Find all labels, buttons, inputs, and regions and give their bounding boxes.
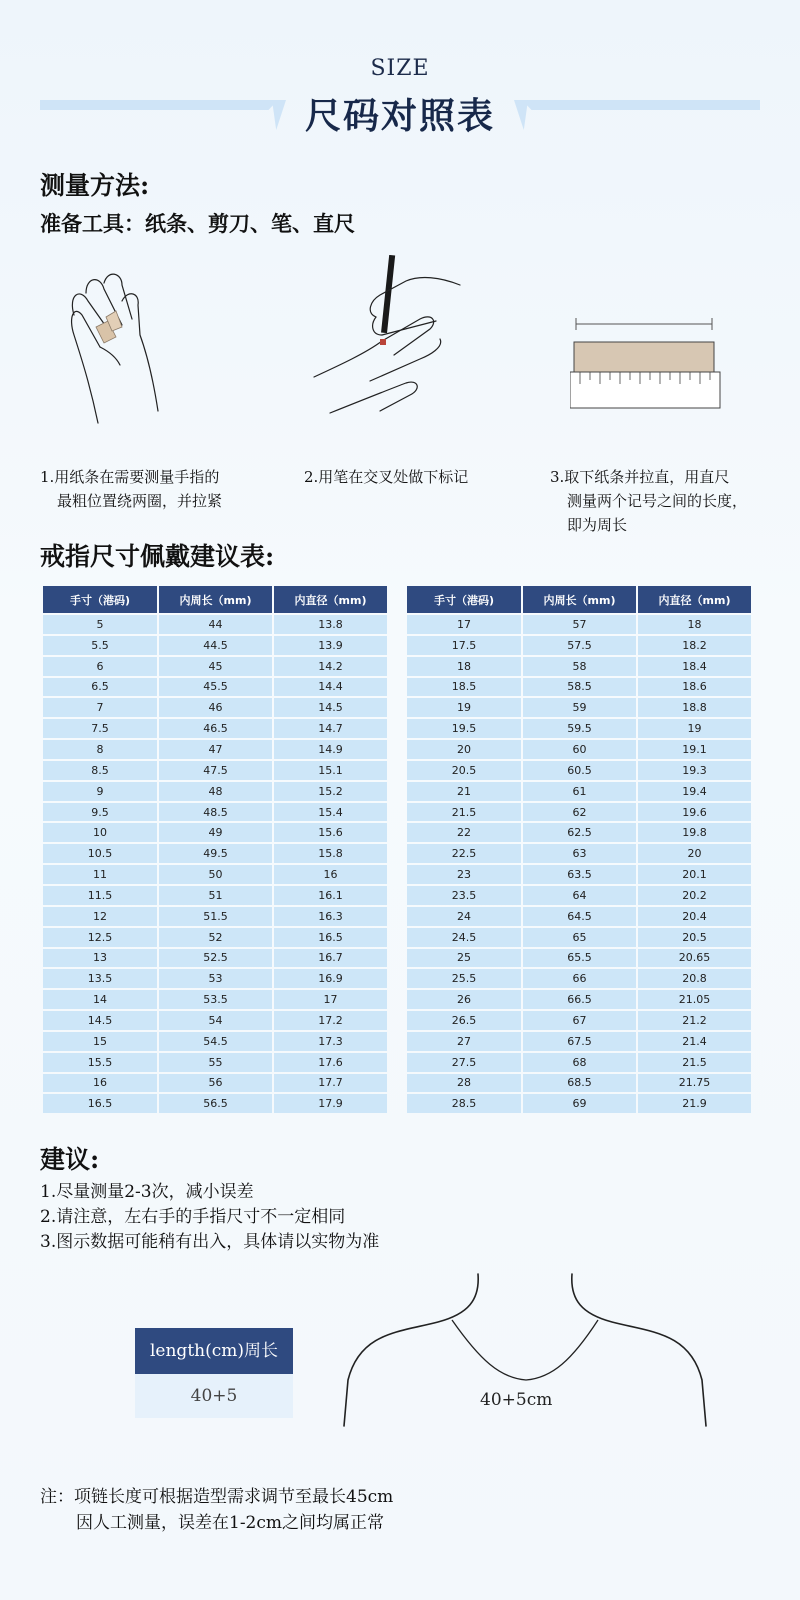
table-cell: 50	[159, 865, 272, 884]
table-row	[407, 698, 751, 717]
table-cell: 20.1	[638, 865, 751, 884]
table-cell: 20.4	[638, 907, 751, 926]
table-cell: 58.5	[523, 678, 636, 697]
table-cell: 48	[159, 782, 272, 801]
table-cell: 13.5	[43, 969, 157, 988]
step-3-line3: 即为周长	[567, 516, 628, 534]
table-row	[407, 740, 751, 759]
table-cell: 20	[407, 740, 521, 759]
table-row	[43, 636, 387, 655]
table-row	[43, 865, 387, 884]
table-row	[43, 698, 387, 717]
table-row	[407, 636, 751, 655]
table-row	[43, 615, 387, 634]
table-cell: 13.8	[274, 615, 387, 634]
table-cell: 26.5	[407, 1011, 521, 1030]
ring-size-table-right	[405, 584, 753, 1115]
table-cell: 19	[638, 719, 751, 738]
header-circumference: 内周长（mm)	[523, 586, 636, 613]
table-cell: 21.4	[638, 1032, 751, 1051]
table-row	[43, 949, 387, 968]
table-cell: 15.5	[43, 1053, 157, 1072]
table-cell: 9	[43, 782, 157, 801]
table-row	[407, 969, 751, 988]
table-cell: 20	[638, 844, 751, 863]
table-cell: 15.2	[274, 782, 387, 801]
table-row	[43, 657, 387, 676]
table-cell: 22.5	[407, 844, 521, 863]
table-cell: 16.5	[274, 928, 387, 947]
table-cell: 17.6	[274, 1053, 387, 1072]
table-cell: 12.5	[43, 928, 157, 947]
table-row	[407, 844, 751, 863]
table-cell: 8.5	[43, 761, 157, 780]
note-line1: 注：项链长度可根据造型需求调节至最长45cm	[40, 1487, 394, 1507]
table-row	[407, 761, 751, 780]
step-2-line1: 2.用笔在交叉处做下标记	[304, 468, 469, 486]
size-label: SIZE	[370, 56, 430, 81]
table-cell: 16.7	[274, 949, 387, 968]
table-cell: 14.9	[274, 740, 387, 759]
step-1-line1: 1.用纸条在需要测量手指的	[40, 468, 220, 486]
table-cell: 44	[159, 615, 272, 634]
table-cell: 57	[523, 615, 636, 634]
table-cell: 21.05	[638, 990, 751, 1009]
table-cell: 16.1	[274, 886, 387, 905]
table-cell: 53.5	[159, 990, 272, 1009]
table-cell: 62.5	[523, 823, 636, 842]
table-cell: 6	[43, 657, 157, 676]
table-row	[43, 928, 387, 947]
table-cell: 11	[43, 865, 157, 884]
table-cell: 45	[159, 657, 272, 676]
table-cell: 18	[407, 657, 521, 676]
table-cell: 14.2	[274, 657, 387, 676]
table-cell: 68.5	[523, 1074, 636, 1093]
table-cell: 66.5	[523, 990, 636, 1009]
table-cell: 17.3	[274, 1032, 387, 1051]
table-cell: 25.5	[407, 969, 521, 988]
table-row	[407, 678, 751, 697]
table-cell: 20.5	[638, 928, 751, 947]
table-cell: 67.5	[523, 1032, 636, 1051]
table-cell: 49	[159, 823, 272, 842]
table-cell: 54	[159, 1011, 272, 1030]
table-row	[407, 823, 751, 842]
table-cell: 6.5	[43, 678, 157, 697]
table-cell: 15.8	[274, 844, 387, 863]
method-title: 测量方法:	[40, 171, 150, 200]
table-cell: 20.65	[638, 949, 751, 968]
table-cell: 28	[407, 1074, 521, 1093]
table-cell: 57.5	[523, 636, 636, 655]
table-cell: 10.5	[43, 844, 157, 863]
table-cell: 5.5	[43, 636, 157, 655]
table-cell: 7.5	[43, 719, 157, 738]
table-cell: 21.5	[638, 1053, 751, 1072]
table-cell: 16	[43, 1074, 157, 1093]
table-cell: 18	[638, 615, 751, 634]
table-cell: 16.3	[274, 907, 387, 926]
table-row	[43, 823, 387, 842]
table-cell: 24.5	[407, 928, 521, 947]
table-cell: 59	[523, 698, 636, 717]
necklace-length-header: length(cm)周长	[135, 1328, 293, 1374]
table-row	[43, 678, 387, 697]
table-cell: 17.5	[407, 636, 521, 655]
table-cell: 46.5	[159, 719, 272, 738]
advice-item: 2.请注意，左右手的手指尺寸不一定相同	[40, 1207, 346, 1227]
table-row	[43, 1074, 387, 1093]
table-row	[407, 865, 751, 884]
table-cell: 21	[407, 782, 521, 801]
step-3-line2: 测量两个记号之间的长度，	[567, 492, 748, 510]
step-1-line2: 最粗位置绕两圈，并拉紧	[57, 492, 223, 510]
table-cell: 21.75	[638, 1074, 751, 1093]
header-diameter: 内直径（mm)	[638, 586, 751, 613]
table-cell: 7	[43, 698, 157, 717]
table-cell: 20.8	[638, 969, 751, 988]
table-row	[43, 803, 387, 822]
table-cell: 28.5	[407, 1094, 521, 1113]
step-1	[40, 465, 222, 513]
table-cell: 22	[407, 823, 521, 842]
table-cell: 60.5	[523, 761, 636, 780]
table-cell: 56	[159, 1074, 272, 1093]
table-cell: 19.6	[638, 803, 751, 822]
header-circumference: 内周长（mm)	[159, 586, 272, 613]
table-cell: 15.1	[274, 761, 387, 780]
table-cell: 67	[523, 1011, 636, 1030]
hand-wrap-icon	[60, 265, 180, 430]
table-cell: 54.5	[159, 1032, 272, 1051]
note-line2: 因人工测量，误差在1-2cm之间均属正常	[76, 1513, 385, 1533]
table-cell: 63.5	[523, 865, 636, 884]
table-cell: 18.4	[638, 657, 751, 676]
table-row	[407, 907, 751, 926]
table-cell: 21.2	[638, 1011, 751, 1030]
table-cell: 17.7	[274, 1074, 387, 1093]
table-row	[43, 761, 387, 780]
table-cell: 23.5	[407, 886, 521, 905]
table-row	[43, 907, 387, 926]
table-row	[43, 1053, 387, 1072]
table-cell: 51.5	[159, 907, 272, 926]
table-cell: 17.2	[274, 1011, 387, 1030]
header-size: 手寸（港码)	[407, 586, 521, 613]
header-size: 手寸（港码)	[43, 586, 157, 613]
table-row	[43, 719, 387, 738]
table-row	[43, 969, 387, 988]
table-row	[407, 1053, 751, 1072]
table-cell: 19.4	[638, 782, 751, 801]
necklace-diagram-label: 40+5cm	[480, 1390, 553, 1410]
table-cell: 49.5	[159, 844, 272, 863]
table-row	[407, 719, 751, 738]
table-cell: 19.3	[638, 761, 751, 780]
table-cell: 59.5	[523, 719, 636, 738]
table-row	[43, 1032, 387, 1051]
table-cell: 24	[407, 907, 521, 926]
table-cell: 45.5	[159, 678, 272, 697]
table-row	[43, 990, 387, 1009]
table-cell: 18.8	[638, 698, 751, 717]
table-cell: 56.5	[159, 1094, 272, 1113]
table-cell: 5	[43, 615, 157, 634]
step-3	[550, 465, 747, 537]
step-3-line1: 3.取下纸条并拉直，用直尺	[550, 468, 730, 486]
table-row	[407, 1032, 751, 1051]
table-cell: 10	[43, 823, 157, 842]
table-cell: 53	[159, 969, 272, 988]
table-cell: 65.5	[523, 949, 636, 968]
advice-title: 建议:	[40, 1145, 100, 1174]
pen-mark-icon	[310, 255, 480, 425]
ring-size-table-left	[41, 584, 389, 1115]
table-row	[43, 1011, 387, 1030]
table-row	[407, 990, 751, 1009]
advice-item: 1.尽量测量2-3次，减小误差	[40, 1182, 254, 1202]
table-cell: 16.5	[43, 1094, 157, 1113]
table-cell: 14.7	[274, 719, 387, 738]
table-row	[407, 782, 751, 801]
table-cell: 19.8	[638, 823, 751, 842]
table-cell: 17	[407, 615, 521, 634]
table-cell: 19.1	[638, 740, 751, 759]
table-row	[407, 1011, 751, 1030]
table-cell: 65	[523, 928, 636, 947]
ring-table-title: 戒指尺寸佩戴建议表:	[40, 542, 275, 571]
table-cell: 62	[523, 803, 636, 822]
table-cell: 25	[407, 949, 521, 968]
table-cell: 64	[523, 886, 636, 905]
table-cell: 26	[407, 990, 521, 1009]
note	[40, 1484, 393, 1536]
table-cell: 55	[159, 1053, 272, 1072]
table-cell: 13.9	[274, 636, 387, 655]
table-row	[43, 844, 387, 863]
table-cell: 14.4	[274, 678, 387, 697]
table-row	[43, 782, 387, 801]
table-cell: 27	[407, 1032, 521, 1051]
table-row	[407, 1074, 751, 1093]
table-cell: 51	[159, 886, 272, 905]
table-cell: 20.2	[638, 886, 751, 905]
table-cell: 20.5	[407, 761, 521, 780]
table-row	[407, 886, 751, 905]
table-cell: 18.6	[638, 678, 751, 697]
advice-list	[40, 1180, 379, 1255]
table-cell: 9.5	[43, 803, 157, 822]
table-row	[43, 1094, 387, 1113]
table-cell: 17	[274, 990, 387, 1009]
table-cell: 18.2	[638, 636, 751, 655]
table-cell: 60	[523, 740, 636, 759]
table-cell: 16	[274, 865, 387, 884]
table-cell: 23	[407, 865, 521, 884]
table-cell: 12	[43, 907, 157, 926]
table-cell: 68	[523, 1053, 636, 1072]
table-cell: 19.5	[407, 719, 521, 738]
table-cell: 63	[523, 844, 636, 863]
table-cell: 47.5	[159, 761, 272, 780]
table-row	[43, 886, 387, 905]
table-cell: 46	[159, 698, 272, 717]
table-cell: 8	[43, 740, 157, 759]
necklace-length-value: 40+5	[135, 1374, 293, 1418]
advice-item: 3.图示数据可能稍有出入，具体请以实物为准	[40, 1232, 380, 1252]
table-cell: 14.5	[274, 698, 387, 717]
table-row	[407, 1094, 751, 1113]
table-cell: 17.9	[274, 1094, 387, 1113]
table-row	[43, 740, 387, 759]
table-cell: 15.6	[274, 823, 387, 842]
table-cell: 14.5	[43, 1011, 157, 1030]
table-cell: 44.5	[159, 636, 272, 655]
table-cell: 52.5	[159, 949, 272, 968]
table-cell: 58	[523, 657, 636, 676]
table-cell: 15	[43, 1032, 157, 1051]
table-cell: 21.5	[407, 803, 521, 822]
table-row	[407, 803, 751, 822]
tools-text: 准备工具：纸条、剪刀、笔、直尺	[40, 211, 355, 236]
table-cell: 11.5	[43, 886, 157, 905]
table-cell: 64.5	[523, 907, 636, 926]
ruler-icon	[570, 312, 730, 412]
table-cell: 14	[43, 990, 157, 1009]
table-row	[407, 928, 751, 947]
table-cell: 21.9	[638, 1094, 751, 1113]
step-2	[304, 465, 468, 489]
table-cell: 19	[407, 698, 521, 717]
header-diameter: 内直径（mm)	[274, 586, 387, 613]
table-cell: 47	[159, 740, 272, 759]
table-cell: 61	[523, 782, 636, 801]
table-cell: 52	[159, 928, 272, 947]
table-cell: 48.5	[159, 803, 272, 822]
table-cell: 16.9	[274, 969, 387, 988]
table-row	[407, 657, 751, 676]
table-cell: 27.5	[407, 1053, 521, 1072]
table-cell: 13	[43, 949, 157, 968]
table-cell: 15.4	[274, 803, 387, 822]
table-cell: 18.5	[407, 678, 521, 697]
table-row	[407, 949, 751, 968]
table-cell: 66	[523, 969, 636, 988]
table-cell: 69	[523, 1094, 636, 1113]
table-row	[407, 615, 751, 634]
page-title: 尺码对照表	[304, 95, 495, 137]
